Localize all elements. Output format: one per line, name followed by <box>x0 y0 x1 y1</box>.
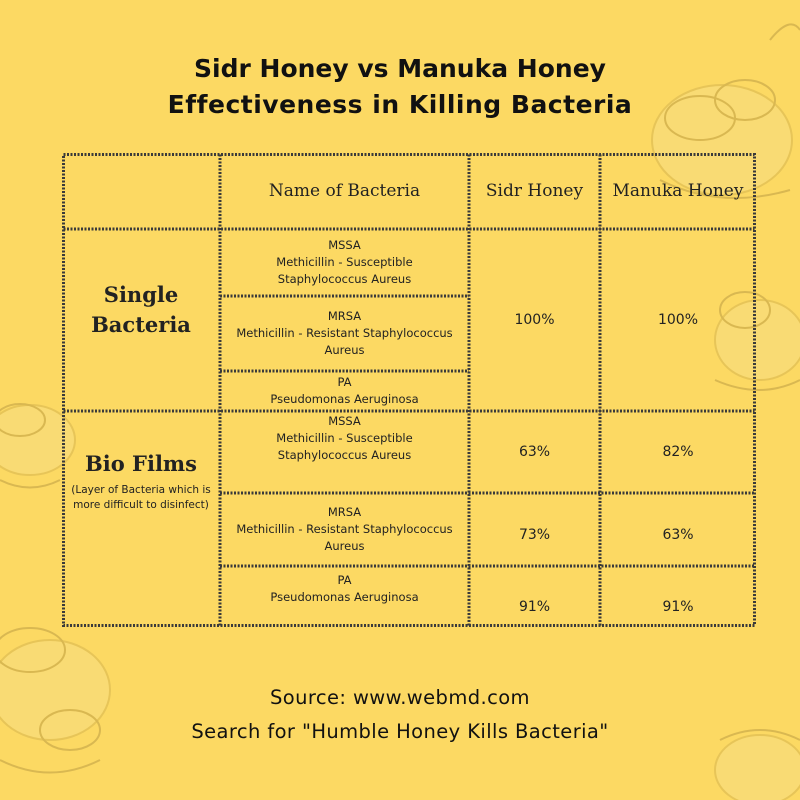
bacteria-name-line1: Methicillin - Susceptible <box>276 431 413 445</box>
manuka-value: 82% <box>662 444 694 460</box>
bacteria-name-line1: Pseudomonas Aeruginosa <box>270 590 419 604</box>
bacteria-name-line1: Pseudomonas Aeruginosa <box>270 392 419 406</box>
bacteria-abbr: PA <box>337 573 352 587</box>
header-blank <box>62 153 220 229</box>
manuka-value: 91% <box>662 598 694 615</box>
group-label-bio-films <box>62 411 220 541</box>
page-title: Sidr Honey vs Manuka Honey <box>194 54 606 83</box>
sidr-value: 91% <box>518 598 551 615</box>
sidr-value: 73% <box>518 526 551 543</box>
bacteria-name-line1: Methicillin - Susceptible <box>276 255 413 269</box>
table-row <box>220 411 469 493</box>
table-row <box>220 566 469 627</box>
bacteria-name-line2: Aureus <box>324 343 365 357</box>
group-label-line1: Single <box>103 282 179 307</box>
bacteria-name-line2: Staphylococcus Aureus <box>277 448 412 462</box>
bacteria-abbr: MRSA <box>327 309 362 323</box>
bacteria-abbr: PA <box>337 375 352 389</box>
table-row <box>220 296 469 371</box>
table-row <box>220 229 469 296</box>
group-label-line1: Bio Films <box>85 451 197 476</box>
table-row <box>220 371 469 411</box>
bacteria-name-line1: Methicillin - Resistant Staphylococcus <box>236 326 453 340</box>
bacteria-name-line1: Methicillin - Resistant Staphylococcus <box>236 522 453 536</box>
sidr-value: 63% <box>518 444 551 460</box>
header-sidr-honey: Sidr Honey <box>485 181 584 201</box>
bacteria-name-line2: Aureus <box>324 539 365 553</box>
group-label-single-bacteria <box>62 229 220 411</box>
group-note: (Layer of Bacteria which is more difficult to disinfect) <box>71 484 211 511</box>
source-text: Source: www.webmd.com <box>270 686 530 709</box>
manuka-value-single: 100% <box>657 312 699 328</box>
header-manuka-honey: Manuka Honey <box>612 181 744 201</box>
search-text: Search for "Humble Honey Kills Bacteria" <box>191 720 609 743</box>
group-label-line2: Bacteria <box>91 312 191 337</box>
manuka-value: 63% <box>662 526 694 543</box>
sidr-value-single: 100% <box>514 312 555 328</box>
bacteria-abbr: MSSA <box>328 414 361 428</box>
header-bacteria-name: Name of Bacteria <box>268 181 421 201</box>
comparison-table <box>62 153 756 627</box>
bacteria-name-line2: Staphylococcus Aureus <box>277 272 412 286</box>
table-row <box>220 493 469 566</box>
bacteria-abbr: MRSA <box>327 505 362 519</box>
bacteria-abbr: MSSA <box>328 238 361 252</box>
page-subtitle: Effectiveness in Killing Bacteria <box>167 90 633 119</box>
